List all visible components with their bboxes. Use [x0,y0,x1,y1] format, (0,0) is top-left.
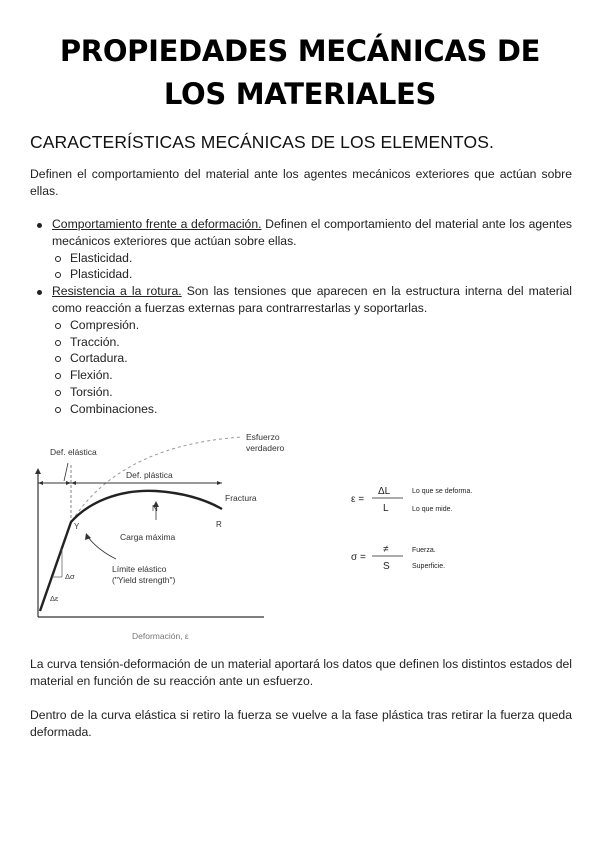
limite-elastico-label: Límite elástico [112,564,167,574]
delta-sigma-label: Δσ [65,572,75,581]
strain-denominator: L [383,503,389,514]
point-r-label: R [216,520,222,529]
sublist-item: Elasticidad. [52,250,572,267]
sublist [52,317,572,418]
stress-numerator: ≠ [383,544,389,555]
list-item [30,216,572,283]
sublist-item: Combinaciones. [52,401,572,418]
bullet-term: Resistencia a la rotura. [52,284,182,299]
arrow-head-icon [66,481,71,485]
sublist [52,250,572,284]
sublist-item: Cortadura. [52,350,572,367]
point-n-label: N [152,504,158,513]
paragraph-elastic: Dentro de la curva elástica si retiro la fuerza se vuelve a la fase plástica tras retirar la fuerza queda deformada. [30,708,572,739]
strain-numerator: ΔL [378,486,391,497]
list-item [30,283,572,417]
sublist-item: Plasticidad. [52,266,572,283]
page-title-line-2: LOS MATERIALES [163,77,437,111]
strain-lhs: ε = [351,494,365,505]
stress-strain-diagram [28,425,300,645]
stress-note-denominator: Superficie. [412,563,446,570]
page-title-line-1: PROPIEDADES MECÁNICAS DE [59,34,541,68]
yield-strength-label: ("Yield strength") [112,575,176,585]
paragraph-curve: La curva tensión-deformación de un material aportará los datos que definen los distintos estados del material en función de su reacción ante un esfuerzo. [30,657,572,688]
carga-maxima-label: Carga máxima [120,532,176,542]
def-elastica-pointer [64,463,68,481]
delta-e-label: Δε [50,594,59,603]
sublist-item: Tracción. [52,334,572,351]
stress-strain-curve [40,491,222,611]
def-plastica-label: Def. plástica [126,470,173,480]
section-heading: CARACTERÍSTICAS MECÁNICAS DE LOS ELEMENTOS. [30,132,494,152]
fractura-label: Fractura [225,493,257,503]
x-axis-label: Deformación, ε [132,631,189,641]
esfuerzo-label: Esfuerzo [246,432,280,442]
arrow-head-icon [71,481,76,485]
sublist-item: Torsión. [52,384,572,401]
formulas [345,478,535,578]
arrow-head-icon [217,481,222,485]
bullet-term: Comportamiento frente a deformación. [52,217,262,231]
sublist-item: Flexión. [52,367,572,384]
point-y-label: Y [74,522,80,531]
y-axis-arrow-icon [35,468,41,474]
intro-paragraph: Definen el comportamiento del material ante los agentes mecánicos exteriores que actúan sobre ellas. [30,167,572,198]
stress-denominator: S [383,561,390,572]
properties-list [30,216,572,418]
strain-note-numerator: Lo que se deforma. [412,488,473,495]
strain-note-denominator: Lo que mide. [412,506,453,513]
sublist-item: Compresión. [52,317,572,334]
def-elastica-label: Def. elástica [50,447,97,457]
yield-pointer [88,537,116,559]
bullet-text: Definen el comportamiento del material ante los agentes mecánicos exteriores que actúan sobre ellas. [52,217,572,248]
stress-note-numerator: Fuerza. [412,547,436,554]
bullet-text: Son las tensiones que aparecen en la estructura interna del material como reacción a fuerzas externas para contrarrestarlas y soportarlas. [52,284,572,315]
arrow-head-icon [38,481,43,485]
verdadero-label: verdadero [246,443,285,453]
stress-lhs: σ = [351,552,366,563]
